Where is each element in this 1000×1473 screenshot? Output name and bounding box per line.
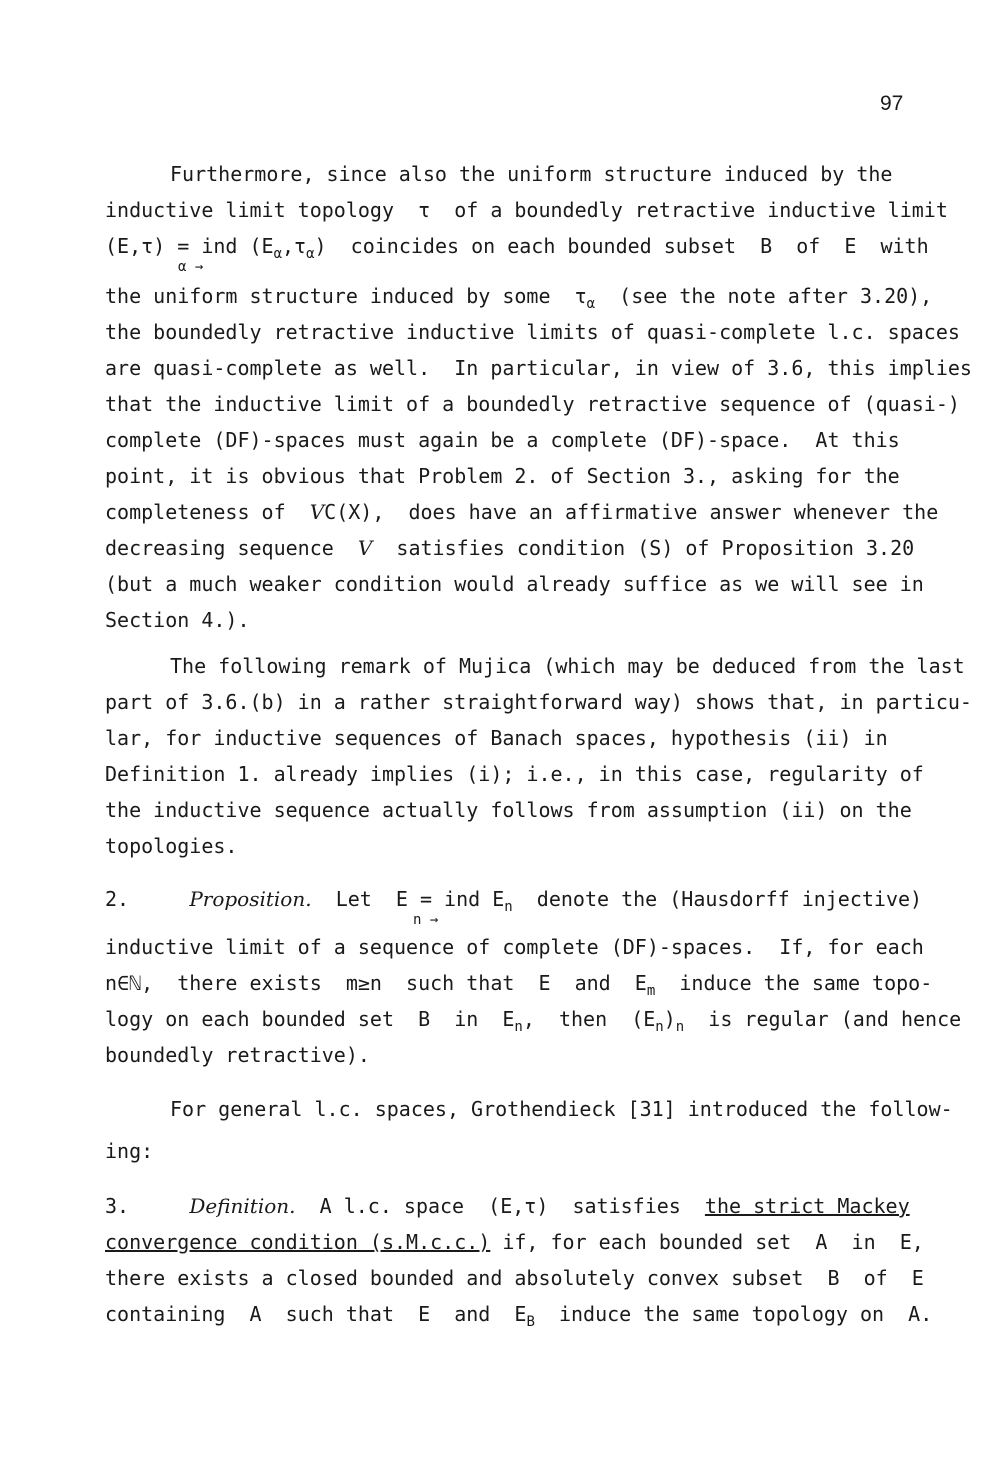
text-line: topologies. xyxy=(105,834,238,858)
defined-term: the strict Mackey xyxy=(704,1194,910,1218)
text-line: lar, for inductive sequences of Banach spaces, hypothesis (ii) in xyxy=(105,726,888,750)
text-line: that the inductive limit of a boundedly retractive sequence of (quasi-) xyxy=(105,392,960,416)
text-line: there exists a closed bounded and absolutely convex subset B of E xyxy=(105,1266,924,1290)
text-line: Section 4.). xyxy=(105,608,250,632)
text-line: ing: xyxy=(105,1139,154,1163)
text-line: inductive limit of a sequence of complete (DF)-spaces. If, for each xyxy=(105,935,924,959)
definition-number: 3. xyxy=(105,1194,130,1218)
definition-line: 3. Definition. A l.c. space (E,τ) satisfies the strict Mackey xyxy=(105,1194,910,1218)
text-line: point, it is obvious that Problem 2. of Section 3., asking for the xyxy=(105,464,900,488)
text-line: convergence condition (s.M.c.c.) if, for each bounded set A in E, xyxy=(105,1230,924,1254)
text-line: inductive limit topology τ of a boundedly retractive inductive limit xyxy=(105,198,948,222)
text-line: containing A such that E and $E_B$ induce the same topology on A. xyxy=(105,1302,933,1330)
text-line: logy on each bounded set B in $E_n$, then $(E_n)_n$ is regular (and hence xyxy=(105,1007,962,1035)
text-line: complete (DF)-spaces must again be a complete (DF)-space. At this xyxy=(105,428,900,452)
text-line: the uniform structure induced by some $\tau_\alpha$ (see the note after 3.20), xyxy=(105,284,933,312)
text-line: The following remark of Mujica (which may be deduced from the last xyxy=(170,654,965,678)
definition-label: Definition. xyxy=(189,1194,296,1218)
text-line: (E,τ) = ind $(E_\alpha,\tau_\alpha)$ coincides on each bounded subset B of E with xyxy=(105,234,929,262)
text-line: Definition 1. already implies (i); i.e., in this case, regularity of xyxy=(105,762,924,786)
text-line: are quasi-complete as well. In particular, in view of 3.6, this implies xyxy=(105,356,972,380)
text-line: Furthermore, since also the uniform structure induced by the xyxy=(170,162,893,186)
page-number: 97 xyxy=(880,92,904,115)
defined-term: convergence condition (s.M.c.c.) xyxy=(105,1230,491,1254)
limit-subscript: α → xyxy=(178,259,204,275)
text-line: part of 3.6.(b) in a rather straightforward way) shows that, in particu- xyxy=(105,690,972,714)
text-line: completeness of VC(X), does have an affirmative answer whenever the xyxy=(105,500,939,524)
proposition-line: 2. Proposition. Let E = ind $E_n$ denote the (Hausdorff injective) xyxy=(105,887,923,915)
text-line: decreasing sequence V satisfies condition (S) of Proposition 3.20 xyxy=(105,536,915,560)
text-line: boundedly retractive). xyxy=(105,1043,370,1067)
proposition-label: Proposition. xyxy=(189,887,312,911)
proposition-number: 2. xyxy=(105,887,130,911)
text-line: (but a much weaker condition would already suffice as we will see in xyxy=(105,572,924,596)
limit-subscript: n → xyxy=(413,912,439,928)
text-line: the boundedly retractive inductive limits of quasi-complete l.c. spaces xyxy=(105,320,960,344)
text-line: n∈ℕ, there exists m≥n such that E and $E_m$ induce the same topo- xyxy=(105,971,933,999)
text-line: For general l.c. spaces, Grothendieck [31] introduced the follow- xyxy=(170,1097,953,1121)
text-line: the inductive sequence actually follows from assumption (ii) on the xyxy=(105,798,912,822)
